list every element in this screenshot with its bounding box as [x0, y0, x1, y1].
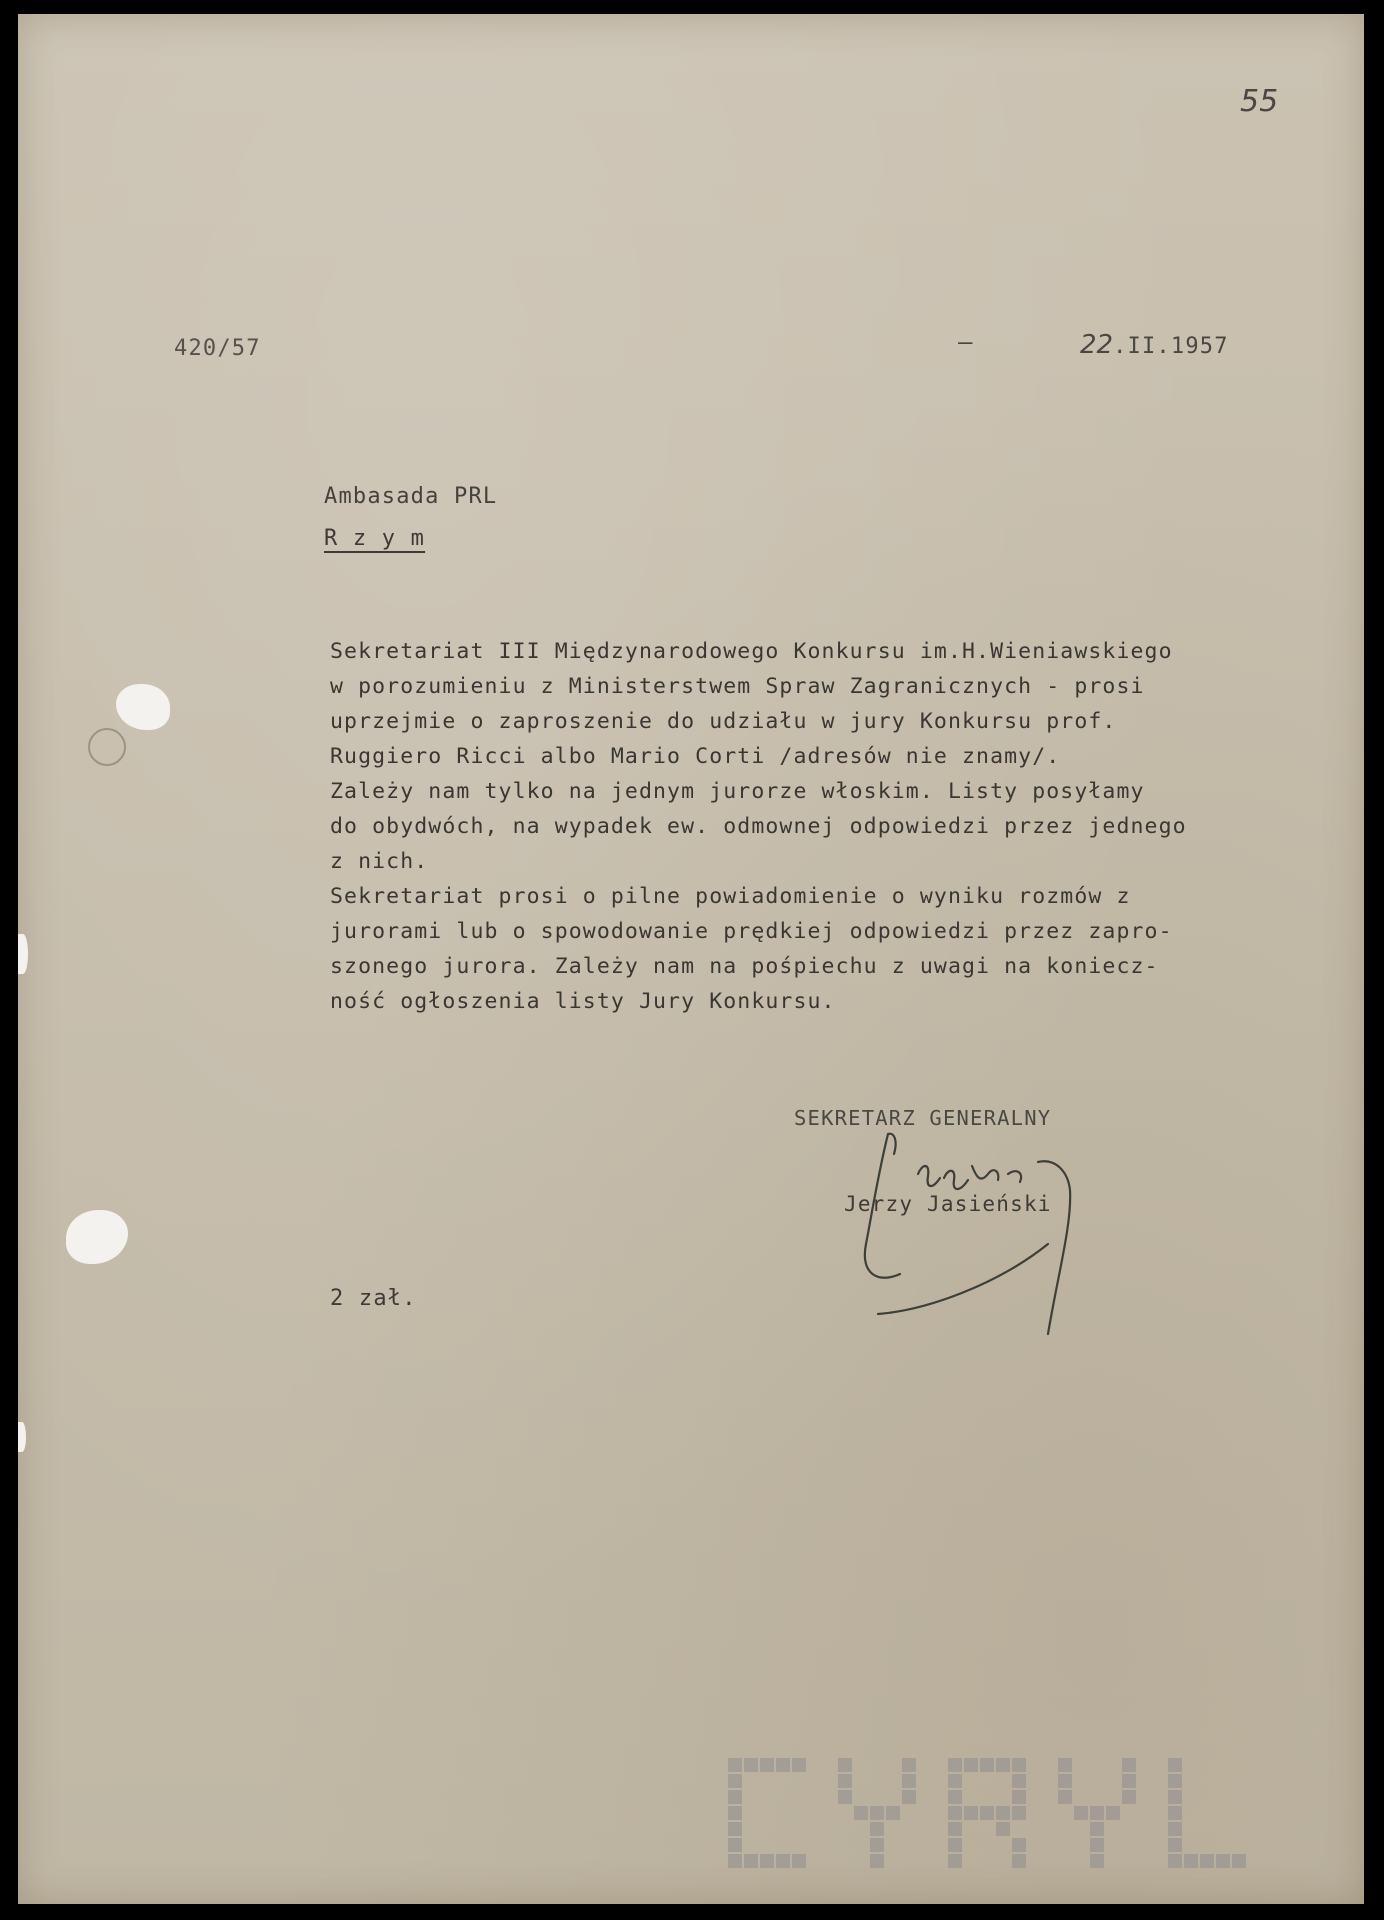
file-reference-number: 420/57 — [174, 336, 261, 361]
body-line: Zależy nam tylko na jednym jurorze włoskim. Listy posyłamy — [330, 779, 1145, 804]
logo-pixel — [1200, 1854, 1214, 1868]
logo-pixel — [870, 1838, 884, 1852]
logo-pixel — [1122, 1758, 1136, 1772]
logo-pixel — [870, 1822, 884, 1836]
logo-pixel — [1012, 1854, 1026, 1868]
logo-pixel — [760, 1758, 774, 1772]
body-line: z nich. — [330, 849, 429, 874]
logo-pixel — [838, 1790, 852, 1804]
logo-pixel — [902, 1790, 916, 1804]
body-line: szonego jurora. Zależy nam na pośpiechu z uwagi na koniecz- — [330, 954, 1159, 979]
logo-pixel — [964, 1806, 978, 1820]
attachments-note: 2 zał. — [330, 1286, 417, 1311]
logo-pixel — [728, 1822, 742, 1836]
handwritten-page-number: 55 — [1240, 84, 1279, 119]
logo-pixel — [728, 1806, 742, 1820]
logo-pixel — [948, 1838, 962, 1852]
logo-pixel — [870, 1854, 884, 1868]
logo-pixel — [1090, 1854, 1104, 1868]
logo-pixel — [1232, 1854, 1246, 1868]
logo-pixel — [1090, 1806, 1104, 1820]
logo-pixel — [948, 1758, 962, 1772]
logo-pixel — [1216, 1854, 1230, 1868]
body-line: ność ogłoszenia listy Jury Konkursu. — [330, 989, 836, 1014]
logo-pixel — [886, 1806, 900, 1820]
logo-pixel — [1012, 1838, 1026, 1852]
logo-pixel — [1122, 1774, 1136, 1788]
scanned-letter-page — [18, 14, 1364, 1904]
logo-pixel — [854, 1806, 868, 1820]
logo-pixel — [838, 1774, 852, 1788]
logo-pixel — [1122, 1790, 1136, 1804]
logo-pixel — [1168, 1822, 1182, 1836]
body-line: Sekretariat prosi o pilne powiadomienie o wyniku rozmów z — [330, 884, 1131, 909]
logo-pixel — [776, 1758, 790, 1772]
logo-pixel — [948, 1774, 962, 1788]
punch-hole — [116, 684, 170, 730]
logo-pixel — [1012, 1806, 1026, 1820]
logo-pixel — [1168, 1790, 1182, 1804]
logo-pixel — [1074, 1806, 1088, 1820]
logo-pixel — [1168, 1838, 1182, 1852]
recipient-institution: Ambasada PRL — [324, 484, 498, 509]
signatory-name: Jerzy Jasieński — [844, 1192, 1052, 1216]
logo-pixel — [1168, 1774, 1182, 1788]
logo-pixel — [1168, 1758, 1182, 1772]
body-line: uprzejmie o zaproszenie do udziału w jury Konkursu prof. — [330, 709, 1117, 734]
logo-pixel — [792, 1758, 806, 1772]
logo-pixel — [744, 1854, 758, 1868]
logo-pixel — [948, 1822, 962, 1836]
body-line: jurorami lub o spowodowanie prędkiej odpowiedzi przez zapro- — [330, 919, 1173, 944]
date-day-handwritten: 22 — [1080, 330, 1114, 360]
logo-pixel — [870, 1806, 884, 1820]
logo-pixel — [1012, 1774, 1026, 1788]
cyryl-logo-icon — [718, 1754, 1318, 1874]
logo-pixel — [1058, 1774, 1072, 1788]
logo-pixel — [838, 1758, 852, 1772]
logo-pixel — [728, 1838, 742, 1852]
punch-ring-mark — [88, 728, 126, 766]
logo-pixel — [744, 1758, 758, 1772]
body-line: Ruggiero Ricci albo Mario Corti /adresów nie znamy/. — [330, 744, 1061, 769]
body-line: Sekretariat III Międzynarodowego Konkursu im.H.Wieniawskiego — [330, 639, 1173, 664]
logo-pixel — [1012, 1790, 1026, 1804]
logo-pixel — [1168, 1806, 1182, 1820]
logo-pixel — [1058, 1758, 1072, 1772]
logo-pixel — [964, 1758, 978, 1772]
logo-pixel — [902, 1758, 916, 1772]
logo-pixel — [980, 1806, 994, 1820]
logo-pixel — [728, 1758, 742, 1772]
logo-pixel — [948, 1854, 962, 1868]
logo-pixel — [1090, 1838, 1104, 1852]
letter-body — [330, 634, 1187, 1019]
logo-pixel — [980, 1758, 994, 1772]
logo-pixel — [728, 1790, 742, 1804]
logo-pixel — [1058, 1790, 1072, 1804]
logo-pixel — [902, 1774, 916, 1788]
logo-pixel — [1012, 1758, 1026, 1772]
logo-pixel — [1168, 1854, 1182, 1868]
date-month-year: .II.1957 — [1113, 334, 1229, 359]
edge-tear — [18, 1422, 26, 1452]
punch-hole — [66, 1210, 128, 1264]
signature-title: SEKRETARZ GENERALNY — [794, 1106, 1052, 1130]
recipient-city: R z y m — [324, 526, 426, 551]
logo-pixel — [948, 1790, 962, 1804]
logo-pixel — [996, 1758, 1010, 1772]
signature-mark-icon — [848, 1114, 1138, 1344]
logo-pixel — [996, 1806, 1010, 1820]
body-line: do obydwóch, na wypadek ew. odmownej odpowiedzi przez jednego — [330, 814, 1187, 839]
logo-pixel — [948, 1806, 962, 1820]
logo-pixel — [728, 1774, 742, 1788]
edge-tear — [18, 934, 28, 974]
logo-pixel — [776, 1854, 790, 1868]
letter-date — [1080, 330, 1229, 360]
logo-pixel — [1184, 1854, 1198, 1868]
body-line: w porozumieniu z Ministerstwem Spraw Zagranicznych - prosi — [330, 674, 1145, 699]
logo-pixel — [728, 1854, 742, 1868]
logo-pixel — [760, 1854, 774, 1868]
logo-pixel — [996, 1822, 1010, 1836]
logo-pixel — [1106, 1806, 1120, 1820]
date-dash: — — [958, 328, 974, 356]
logo-pixel — [792, 1854, 806, 1868]
logo-pixel — [1090, 1822, 1104, 1836]
